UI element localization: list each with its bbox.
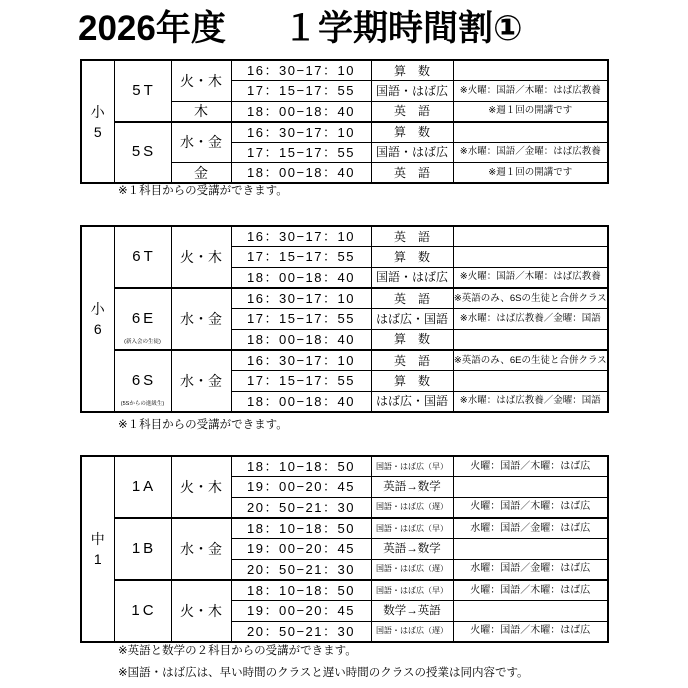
- time-slot: 16：30−17：10: [231, 350, 371, 371]
- class-name: 6T: [132, 247, 156, 265]
- schedule-note: ※英語のみ、6Eの生徒と合併クラス: [453, 350, 608, 371]
- subject: 国語・はば広（早）: [371, 456, 453, 477]
- time-slot: 16：30−17：10: [231, 226, 371, 247]
- schedule-note: [453, 122, 608, 143]
- schedule-row: [81, 456, 608, 477]
- grade-cell: [81, 226, 114, 412]
- subject: 国語・はば広（遅）: [371, 497, 453, 518]
- schedule-note: [453, 247, 608, 268]
- schedule-note: [453, 60, 608, 81]
- schedule-row: [81, 518, 608, 539]
- page-title-term: １学期時間割①: [283, 9, 523, 48]
- footnote: ※国語・はば広は、早い時間のクラスと遅い時間のクラスの授業は同内容です。: [118, 667, 529, 679]
- time-slot: 20：50−21：30: [231, 497, 371, 518]
- subject: 数学→英語: [371, 601, 453, 622]
- time-slot: 18：00−18：40: [231, 267, 371, 288]
- class-days: 火・木: [171, 226, 231, 288]
- time-slot: 17：15−17：55: [231, 81, 371, 102]
- schedule-note: [453, 371, 608, 392]
- class-name: 5T: [132, 81, 156, 99]
- subject: 英 語: [371, 226, 453, 247]
- timetable-section: [80, 59, 607, 202]
- subject: 算 数: [371, 329, 453, 350]
- timetable: [80, 59, 609, 184]
- schedule-note: ※水曜：はば広教養／金曜：国語: [453, 309, 608, 330]
- schedule-note: ※水曜：はば広教養／金曜：国語: [453, 391, 608, 412]
- subject: はば広・国語: [371, 391, 453, 412]
- schedule-row: [81, 226, 608, 247]
- schedule-note: 火曜：国語／木曜：はば広: [453, 456, 608, 477]
- grade-label: 小6: [90, 301, 105, 337]
- subject: 英 語: [371, 288, 453, 309]
- class-cell: [114, 580, 171, 642]
- class-days: 火・木: [171, 580, 231, 642]
- time-slot: 18：00−18：40: [231, 329, 371, 350]
- subject: 算 数: [371, 60, 453, 81]
- class-subtitle: (新入会の生徒): [124, 338, 161, 345]
- class-name: 6S: [131, 371, 157, 389]
- footnotes: [80, 180, 607, 202]
- footnote: ※１科目からの受講ができます。: [118, 419, 288, 431]
- schedule-note: [453, 477, 608, 498]
- class-days: 水・金: [171, 122, 231, 163]
- schedule-note: ※週１回の開講です: [453, 101, 608, 122]
- time-slot: 18：10−18：50: [231, 456, 371, 477]
- grade-cell: [81, 60, 114, 183]
- class-cell: [114, 60, 171, 122]
- subject: 国語・はば広: [371, 267, 453, 288]
- class-cell: [114, 518, 171, 580]
- class-name: 1C: [131, 601, 157, 619]
- time-slot: 18：10−18：50: [231, 580, 371, 601]
- time-slot: 19：00−20：45: [231, 601, 371, 622]
- subject: 算 数: [371, 247, 453, 268]
- time-slot: 18：00−18：40: [231, 101, 371, 122]
- schedule-note: 水曜：国語／金曜：はば広: [453, 559, 608, 580]
- schedule-row: [81, 60, 608, 81]
- schedule-note: 火曜：国語／木曜：はば広: [453, 621, 608, 642]
- class-days: 金: [171, 163, 231, 184]
- grade-cell: [81, 456, 114, 642]
- class-name: 1A: [131, 477, 157, 495]
- timetable: [80, 455, 609, 643]
- subject: 国語・はば広: [371, 81, 453, 102]
- subject: 算 数: [371, 371, 453, 392]
- timetable-section: [80, 455, 607, 684]
- subject: 英 語: [371, 350, 453, 371]
- class-name: 1B: [131, 539, 157, 557]
- time-slot: 18：00−18：40: [231, 163, 371, 184]
- time-slot: 18：10−18：50: [231, 518, 371, 539]
- footnote: ※英語と数学の２科目からの受講ができます。: [118, 645, 357, 657]
- class-days: 火・木: [171, 60, 231, 101]
- class-cell: [114, 456, 171, 518]
- time-slot: 18：00−18：40: [231, 391, 371, 412]
- schedule-note: [453, 601, 608, 622]
- schedule-note: 火曜：国語／木曜：はば広: [453, 497, 608, 518]
- class-cell: [114, 122, 171, 184]
- timetable-section: [80, 225, 607, 436]
- class-days: 水・金: [171, 518, 231, 580]
- page-title-year: 2026年度: [78, 9, 226, 48]
- time-slot: 16：30−17：10: [231, 288, 371, 309]
- subject: 英 語: [371, 163, 453, 184]
- schedule-note: [453, 226, 608, 247]
- subject: 英 語: [371, 101, 453, 122]
- schedule-note: ※火曜：国語／木曜：はば広教養: [453, 81, 608, 102]
- subject: 国語・はば広（早）: [371, 518, 453, 539]
- schedule-note: 水曜：国語／金曜：はば広: [453, 518, 608, 539]
- class-subtitle: (5Sからの進級生): [120, 401, 165, 407]
- class-name: 6E: [131, 309, 157, 327]
- subject: 国語・はば広（早）: [371, 580, 453, 601]
- schedule-note: [453, 539, 608, 560]
- time-slot: 19：00−20：45: [231, 477, 371, 498]
- subject: 英語→数学: [371, 477, 453, 498]
- schedule-row: [81, 122, 608, 143]
- class-cell: [114, 288, 171, 350]
- schedule-note: [453, 329, 608, 350]
- time-slot: 17：15−17：55: [231, 309, 371, 330]
- subject: 国語・はば広（遅）: [371, 621, 453, 642]
- time-slot: 20：50−21：30: [231, 559, 371, 580]
- footnotes: [80, 414, 607, 436]
- time-slot: 16：30−17：10: [231, 122, 371, 143]
- timetable: [80, 225, 609, 413]
- schedule-note: ※火曜：国語／木曜：はば広教養: [453, 267, 608, 288]
- footnote: ※１科目からの受講ができます。: [118, 185, 288, 197]
- time-slot: 20：50−21：30: [231, 621, 371, 642]
- schedule-row: [81, 350, 608, 371]
- class-name: 5S: [131, 143, 157, 161]
- class-cell: [114, 226, 171, 288]
- grade-label: 小5: [90, 103, 105, 140]
- subject: 算 数: [371, 122, 453, 143]
- class-days: 水・金: [171, 350, 231, 412]
- time-slot: 17：15−17：55: [231, 142, 371, 163]
- time-slot: 17：15−17：55: [231, 247, 371, 268]
- subject: はば広・国語: [371, 309, 453, 330]
- grade-label: 中1: [90, 531, 105, 567]
- subject: 英語→数学: [371, 539, 453, 560]
- class-days: 水・金: [171, 288, 231, 350]
- schedule-note: ※週１回の開講です: [453, 163, 608, 184]
- schedule-row: [81, 580, 608, 601]
- schedule-note: ※英語のみ、6Sの生徒と合併クラス: [453, 288, 608, 309]
- footnotes: [80, 640, 607, 684]
- subject: 国語・はば広（遅）: [371, 559, 453, 580]
- schedule-note: 火曜：国語／木曜：はば広: [453, 580, 608, 601]
- class-cell: [114, 350, 171, 412]
- time-slot: 16：30−17：10: [231, 60, 371, 81]
- schedule-row: [81, 288, 608, 309]
- class-days: 木: [171, 101, 231, 122]
- class-days: 火・木: [171, 456, 231, 518]
- time-slot: 17：15−17：55: [231, 371, 371, 392]
- time-slot: 19：00−20：45: [231, 539, 371, 560]
- schedule-note: ※水曜：国語／金曜：はば広教養: [453, 142, 608, 163]
- subject: 国語・はば広: [371, 142, 453, 163]
